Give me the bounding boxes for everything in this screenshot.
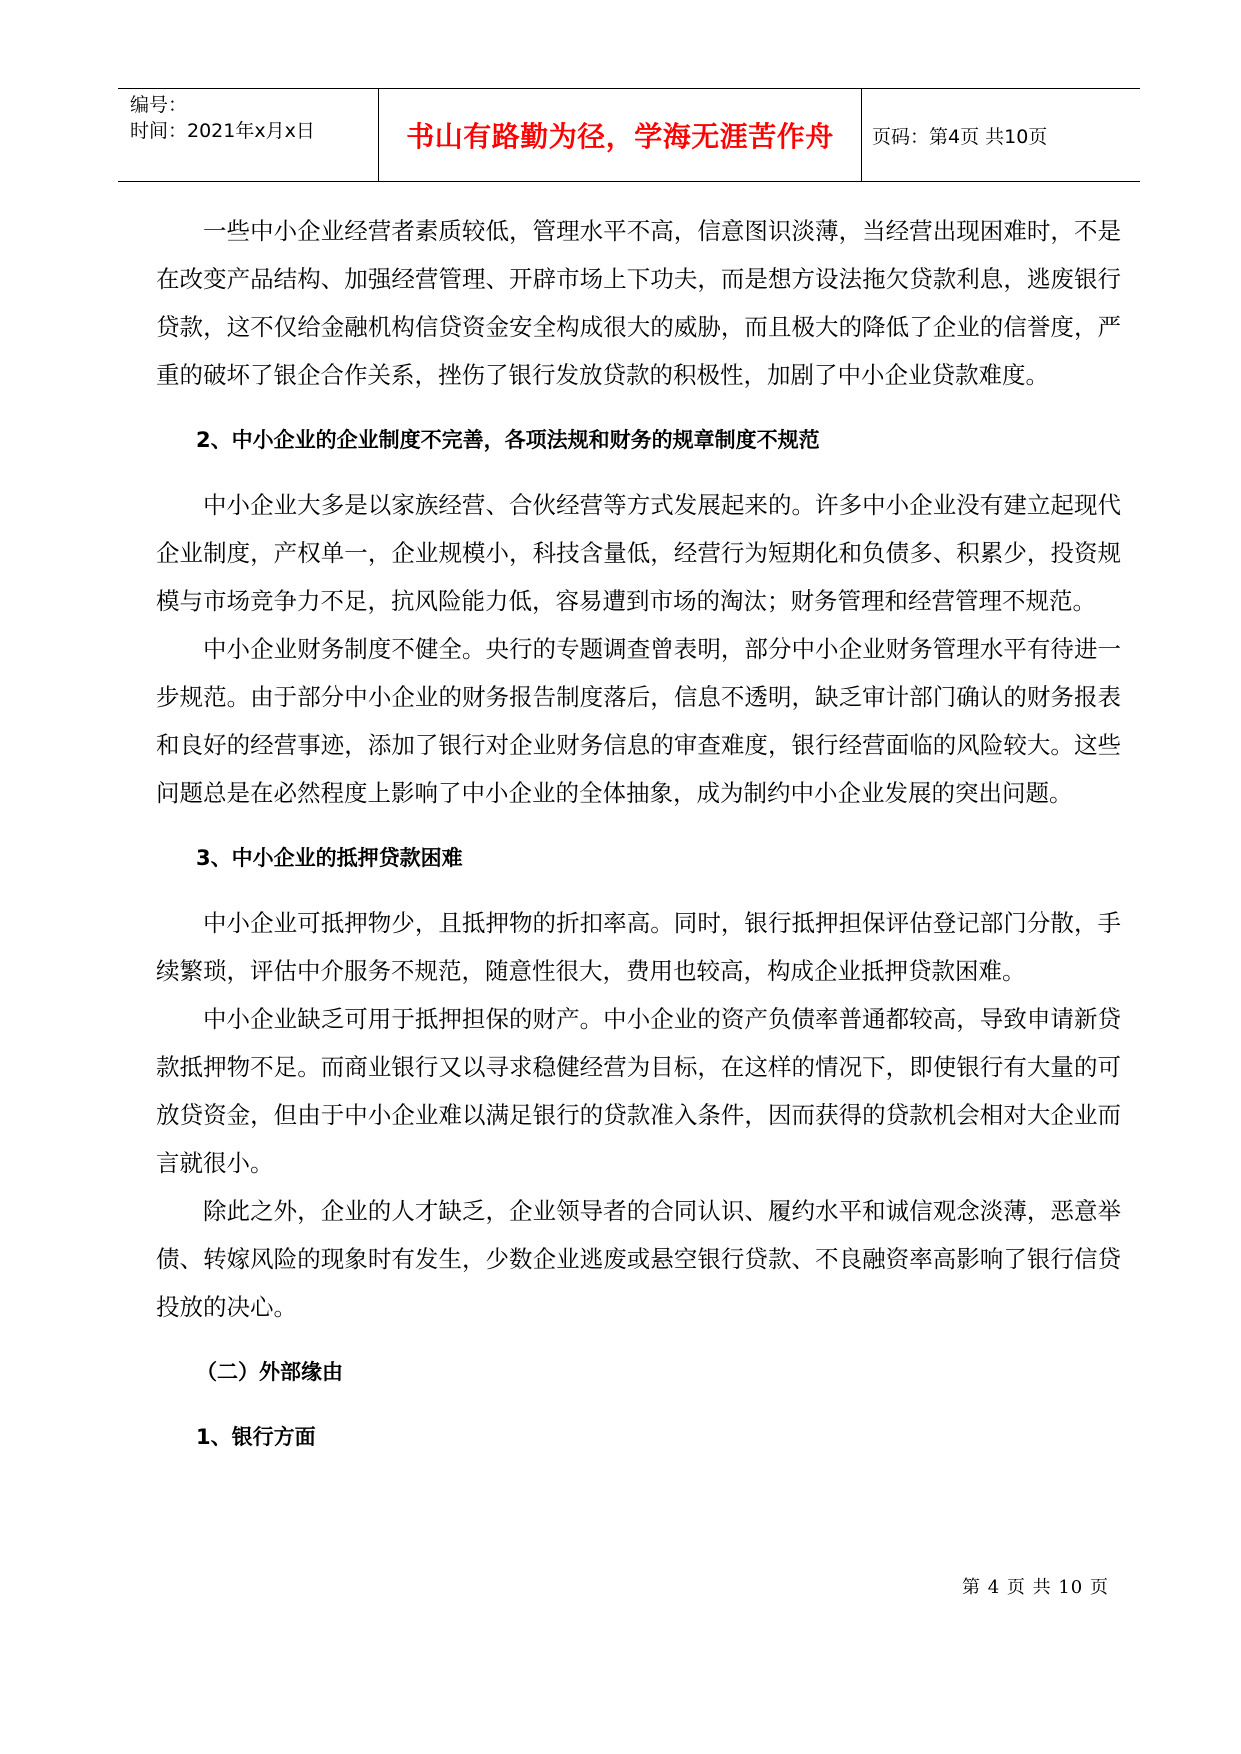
header-meta xyxy=(118,89,378,181)
paragraph: 中小企业财务制度不健全。央行的专题调查曾表明，部分中小企业财务管理水平有待进一步规范。由于部分中小企业的财务报告制度落后，信息不透明，缺乏审计部门确认的财务报表和良好的经营事迹，添加了银行对企业财务信息的审查难度，银行经营面临的风险较大。这些问题总是在必然程度上影响了中小企业的全体抽象，成为制约中小企业发展的突出问题。 xyxy=(156,635,1121,807)
paragraph: 中小企业大多是以家族经营、合伙经营等方式发展起来的。许多中小企业没有建立起现代企业制度，产权单一，企业规模小，科技含量低，经营行为短期化和负债多、积累少，投资规模与市场竞争力不足，抗风险能力低，容易遭到市场的淘汰；财务管理和经营管理不规范。 xyxy=(156,491,1121,615)
document-body xyxy=(156,207,1121,1461)
paragraph: 中小企业可抵押物少，且抵押物的折扣率高。同时，银行抵押担保评估登记部门分散，手续繁琐，评估中介服务不规范，随意性很大，费用也较高，构成企业抵押贷款困难。 xyxy=(156,909,1121,985)
paragraph: 中小企业缺乏可用于抵押担保的财产。中小企业的资产负债率普通都较高，导致申请新贷款抵押物不足。而商业银行又以寻求稳健经营为目标，在这样的情况下，即使银行有大量的可放贷资金，但由于中小企业难以满足银行的贷款准入条件，因而获得的贷款机会相对大企业而言就很小。 xyxy=(156,1005,1121,1177)
header-page-label: 页码：第4页 共10页 xyxy=(872,125,1048,148)
section-heading: 1、银行方面 xyxy=(196,1425,316,1449)
page-footer: 第 4 页 共 10 页 xyxy=(962,1577,1109,1598)
document-header xyxy=(118,88,1140,182)
section-heading: （二）外部缘由 xyxy=(196,1360,343,1384)
section-heading: 3、中小企业的抵押贷款困难 xyxy=(196,846,463,870)
paragraph: 除此之外，企业的人才缺乏，企业领导者的合同认识、履约水平和诚信观念淡薄，恶意举债、转嫁风险的现象时有发生，少数企业逃废或悬空银行贷款、不良融资率高影响了银行信贷投放的决心。 xyxy=(156,1197,1121,1321)
section-heading: 2、中小企业的企业制度不完善，各项法规和财务的规章制度不规范 xyxy=(196,428,820,452)
header-number-label: 编号： xyxy=(130,94,188,116)
paragraph: 一些中小企业经营者素质较低，管理水平不高，信意图识淡薄，当经营出现困难时，不是在改变产品结构、加强经营管理、开辟市场上下功夫，而是想方设法拖欠贷款利息，逃废银行贷款，这不仅给金融机构信贷资金安全构成很大的威胁，而且极大的降低了企业的信誉度，严重的破坏了银企合作关系，挫伤了银行发放贷款的积极性，加剧了中小企业贷款难度。 xyxy=(156,217,1121,389)
header-motto: 书山有路勤为径，学海无涯苦作舟 xyxy=(378,89,862,181)
header-time-label: 时间：2021年x月x日 xyxy=(130,120,315,142)
